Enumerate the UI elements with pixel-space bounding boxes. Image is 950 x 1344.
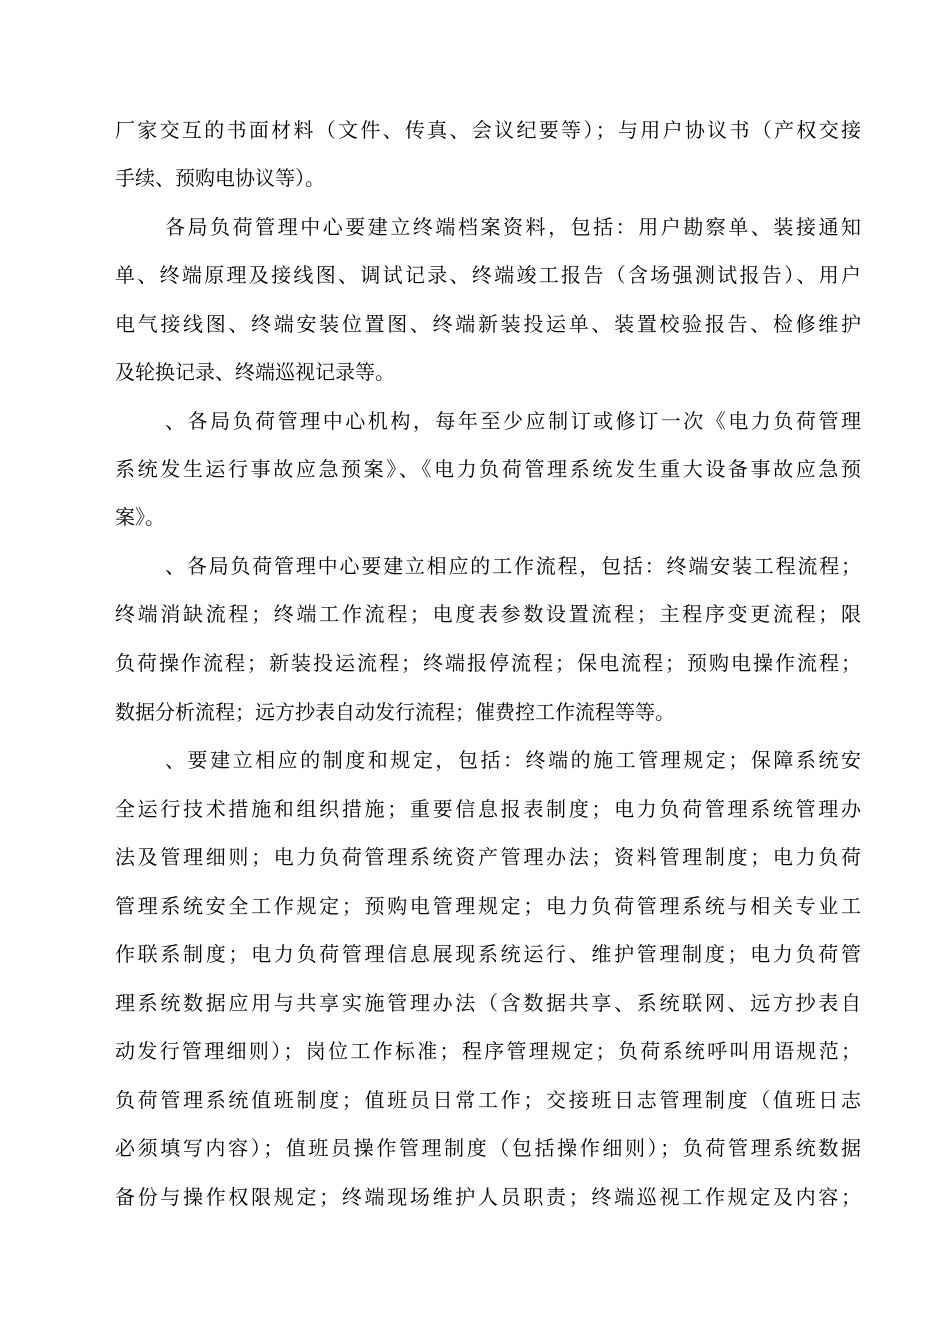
text-line: 负荷操作流程；新装投运流程；终端报停流程；保电流程；预购电操作流程；: [115, 651, 861, 675]
text-line: 法及管理细则；电力负荷管理系统资产管理办法；资料管理制度；电力负荷: [115, 845, 861, 869]
text-line: 手续、预购电协议等）。: [115, 166, 325, 190]
text-line: 、各局负荷管理中心要建立相应的工作流程，包括：终端安装工程流程；: [165, 554, 861, 578]
text-line: 系统发生运行事故应急预案》、《电力负荷管理系统发生重大设备事故应急预: [115, 457, 861, 481]
text-line: 各局负荷管理中心要建立终端档案资料，包括：用户勘察单、装接通知: [165, 215, 861, 239]
text-line: 、要建立相应的制度和规定，包括：终端的施工管理规定；保障系统安: [165, 748, 861, 772]
text-line: 单、终端原理及接线图、调试记录、终端竣工报告（含场强测试报告）、用户: [115, 263, 861, 287]
text-line: 作联系制度；电力负荷管理信息展现系统运行、维护管理制度；电力负荷管: [115, 942, 861, 966]
text-line: 电气接线图、终端安装位置图、终端新装投运单、装置校验报告、检修维护: [115, 312, 861, 336]
text-line: 管理系统安全工作规定；预购电管理规定；电力负荷管理系统与相关专业工: [115, 894, 861, 918]
text-line: 及轮换记录、终端巡视记录等。: [115, 360, 395, 384]
text-line: 案》。: [115, 505, 165, 529]
text-line: 备份与操作权限规定；终端现场维护人员职责；终端巡视工作规定及内容；: [115, 1185, 861, 1209]
text-line: 全运行技术措施和组织措施；重要信息报表制度；电力负荷管理系统管理办: [115, 797, 861, 821]
text-line: 动发行管理细则）；岗位工作标准；程序管理规定；负荷系统呼叫用语规范；: [115, 1039, 861, 1063]
text-line: 数据分析流程；远方抄表自动发行流程；催费控工作流程等等。: [115, 700, 675, 724]
text-line: 、各局负荷管理中心机构，每年至少应制订或修订一次《电力负荷管理: [165, 409, 861, 433]
text-line: 必须填写内容）；值班员操作管理制度（包括操作细则）；负荷管理系统数据: [115, 1136, 861, 1160]
text-line: 终端消缺流程；终端工作流程；电度表参数设置流程；主程序变更流程；限: [115, 602, 861, 626]
text-line: 理系统数据应用与共享实施管理办法（含数据共享、系统联网、远方抄表自: [115, 991, 861, 1015]
text-line: 负荷管理系统值班制度；值班员日常工作；交接班日志管理制度（值班日志: [115, 1088, 861, 1112]
text-line: 厂家交互的书面材料（文件、传真、会议纪要等）；与用户协议书（产权交接: [115, 118, 861, 142]
